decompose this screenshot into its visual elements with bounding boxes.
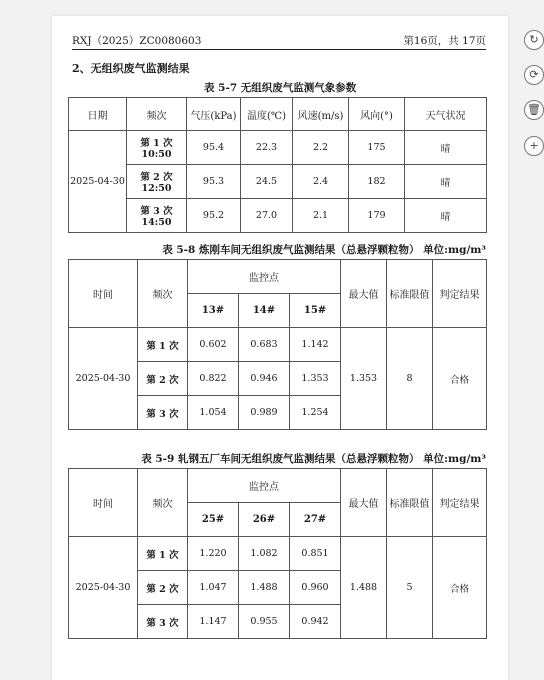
freq-cell: 第 2 次 (138, 362, 188, 396)
weather-cell: 晴 (405, 165, 487, 199)
add-icon[interactable]: + (524, 136, 544, 156)
col-header: 频次 (127, 98, 187, 131)
freq-cell: 第 1 次 10:50 (127, 131, 187, 165)
wind-dir-cell: 179 (349, 199, 405, 233)
freq-cell: 第 3 次 (138, 605, 188, 639)
col-header: 时间 (69, 260, 138, 328)
workshop-tsp-table-2 (68, 468, 487, 639)
document-page (52, 16, 508, 680)
value-cell: 1.353 (290, 362, 341, 396)
col-header: 日期 (69, 98, 127, 131)
rotate-icon[interactable]: ↻ (524, 30, 544, 50)
col-header: 温度(℃) (241, 98, 293, 131)
value-cell: 1.047 (188, 571, 239, 605)
table3-caption: 表 5-9 轧钢五厂车间无组织废气监测结果（总悬浮颗粒物） 单位:mg/m³ (141, 453, 486, 465)
value-cell: 0.822 (188, 362, 239, 396)
value-cell: 0.851 (290, 537, 341, 571)
page-number: 第16页，共 17页 (403, 35, 486, 47)
judge-cell: 合格 (433, 328, 487, 430)
table2-caption: 表 5-8 炼刚车间无组织废气监测结果（总悬浮颗粒物） 单位:mg/m³ (162, 244, 486, 256)
col-header: 监控点 (188, 260, 341, 294)
date-cell: 2025-04-30 (69, 537, 138, 639)
col-header: 最大值 (341, 260, 387, 328)
max-cell: 1.488 (341, 537, 387, 639)
wind-speed-cell: 2.1 (293, 199, 349, 233)
table-row (69, 199, 487, 233)
pressure-cell: 95.3 (187, 165, 241, 199)
value-cell: 1.082 (239, 537, 290, 571)
col-header: 监控点 (188, 469, 341, 503)
delete-icon[interactable]: 🗑 (524, 100, 544, 120)
pressure-cell: 95.2 (187, 199, 241, 233)
value-cell: 0.602 (188, 328, 239, 362)
freq-cell: 第 3 次 (138, 396, 188, 430)
wind-dir-cell: 182 (349, 165, 405, 199)
value-cell: 1.220 (188, 537, 239, 571)
table1-caption: 表 5-7 无组织废气监测气象参数 (204, 82, 357, 94)
col-header: 标准限值 (387, 260, 433, 328)
wind-speed-cell: 2.4 (293, 165, 349, 199)
col-header: 风速(m/s) (293, 98, 349, 131)
value-cell: 1.254 (290, 396, 341, 430)
temp-cell: 24.5 (241, 165, 293, 199)
col-header: 风向(°) (349, 98, 405, 131)
limit-cell: 5 (387, 537, 433, 639)
wind-speed-cell: 2.2 (293, 131, 349, 165)
weather-cell: 晴 (405, 131, 487, 165)
col-header: 最大值 (341, 469, 387, 537)
freq-cell: 第 2 次 12:50 (127, 165, 187, 199)
col-header: 频次 (138, 469, 188, 537)
value-cell: 0.960 (290, 571, 341, 605)
page-header (72, 33, 486, 50)
table-row (69, 131, 487, 165)
pressure-cell: 95.4 (187, 131, 241, 165)
temp-cell: 22.3 (241, 131, 293, 165)
col-header: 标准限值 (387, 469, 433, 537)
freq-cell: 第 2 次 (138, 571, 188, 605)
point-id: 14# (239, 294, 290, 328)
col-header: 时间 (69, 469, 138, 537)
freq-cell: 第 3 次 14:50 (127, 199, 187, 233)
section-title: 2、无组织废气监测结果 (72, 62, 190, 75)
date-cell: 2025-04-30 (69, 328, 138, 430)
value-cell: 0.683 (239, 328, 290, 362)
value-cell: 0.942 (290, 605, 341, 639)
temp-cell: 27.0 (241, 199, 293, 233)
col-header: 判定结果 (433, 260, 487, 328)
value-cell: 0.946 (239, 362, 290, 396)
value-cell: 0.955 (239, 605, 290, 639)
value-cell: 1.142 (290, 328, 341, 362)
weather-cell: 晴 (405, 199, 487, 233)
freq-cell: 第 1 次 (138, 537, 188, 571)
wind-dir-cell: 175 (349, 131, 405, 165)
point-id: 26# (239, 503, 290, 537)
value-cell: 0.989 (239, 396, 290, 430)
table-row (69, 537, 487, 571)
workshop-tsp-table-1 (68, 259, 487, 430)
col-header: 气压(kPa) (187, 98, 241, 131)
value-cell: 1.054 (188, 396, 239, 430)
point-id: 27# (290, 503, 341, 537)
point-id: 25# (188, 503, 239, 537)
judge-cell: 合格 (433, 537, 487, 639)
table-row (69, 328, 487, 362)
value-cell: 1.488 (239, 571, 290, 605)
col-header: 频次 (138, 260, 188, 328)
limit-cell: 8 (387, 328, 433, 430)
date-cell: 2025-04-30 (69, 131, 127, 233)
table-row (69, 165, 487, 199)
point-id: 13# (188, 294, 239, 328)
col-header: 天气状况 (405, 98, 487, 131)
refresh-icon[interactable]: ⟳ (524, 65, 544, 85)
doc-number: RXJ（2025）ZC0080603 (72, 35, 202, 47)
max-cell: 1.353 (341, 328, 387, 430)
weather-params-table (68, 97, 487, 233)
freq-cell: 第 1 次 (138, 328, 188, 362)
col-header: 判定结果 (433, 469, 487, 537)
value-cell: 1.147 (188, 605, 239, 639)
point-id: 15# (290, 294, 341, 328)
